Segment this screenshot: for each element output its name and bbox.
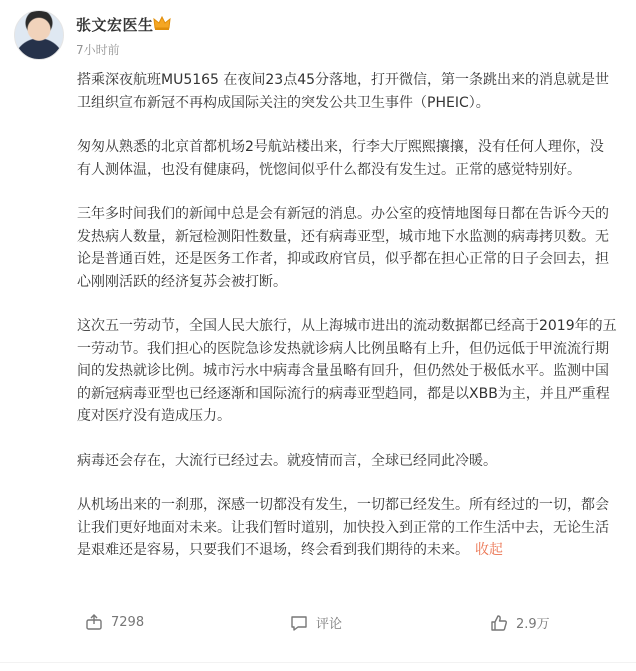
comment-button[interactable] [290, 613, 342, 632]
post-time[interactable]: 7小时前 [76, 43, 120, 57]
paragraph-5: 病毒还会存在，大流行已经过去。就疫情而言，全球已经同此冷暖。 [77, 452, 497, 469]
like-button[interactable] [490, 613, 550, 632]
avatar[interactable] [14, 10, 64, 60]
like-count: 2.9万 [516, 617, 550, 632]
comment-label: 评论 [316, 617, 343, 632]
paragraph-2: 匆匆从熟悉的北京首都机场2号航站楼出来，行李大厅熙熙攘攘，没有任何人理你，没有人测体温，也没有健康码，恍惚间似乎什么都没有发生过。正常的感觉特别好。 [77, 139, 604, 178]
collapse-link[interactable]: 收起 [475, 542, 503, 558]
like-icon [490, 614, 508, 632]
paragraph-6-text: 从机场出来的一刹那，深感一切都没有发生，一切都已经发生。所有经过的一切，都会让我们更好地面对未来。让我们暂时道别，加快投入到正常的工作生活中去，无论生活是艰难还是容易，只要我们不退场，终会看到我们期待的未来。 [77, 497, 609, 558]
share-button[interactable] [85, 613, 144, 631]
share-count: 7298 [111, 614, 145, 630]
paragraph-1: 搭乘深夜航班MU5165 在夜间23点45分落地，打开微信，第一条跳出来的消息就是世卫组织宣布新冠不再构成国际关注的突发公共卫生事件（PHEIC）。 [77, 72, 610, 111]
author-name[interactable]: 张文宏医生 [76, 16, 154, 34]
divider [0, 662, 636, 663]
action-bar [0, 607, 636, 637]
post-content [77, 69, 617, 584]
paragraph-4: 这次五一劳动节，全国人民大旅行，从上海城市进出的流动数据都已经高于2019年的五一劳动节。我们担心的医院急诊发热就诊病人比例虽略有上升，但仍远低于甲流流行期间的发热就诊比例。城市污水中病毒含量虽略有回升，但仍然处于极低水平。监测中国的新冠病毒亚型也已经逐渐和国际流行的病毒亚型趋同，都是以XBB为主，并且严重程度对医疗没有造成压力。 [77, 318, 617, 424]
share-icon [85, 613, 103, 631]
post-header [14, 10, 614, 66]
paragraph-3: 三年多时间我们的新闻中总是会有新冠的消息。办公室的疫情地图每日都在告诉今天的发热病人数量，新冠检测阳性数量，还有病毒亚型，城市地下水监测的病毒拷贝数。无论是普通百姓，还是医务工作者，抑或政府官员，似乎都在担心正常的日子会回去，担心刚刚活跃的经济复苏会被打断。 [77, 206, 609, 290]
paragraph-6 [77, 494, 617, 562]
comment-icon [290, 614, 308, 632]
crown-icon [153, 15, 171, 31]
